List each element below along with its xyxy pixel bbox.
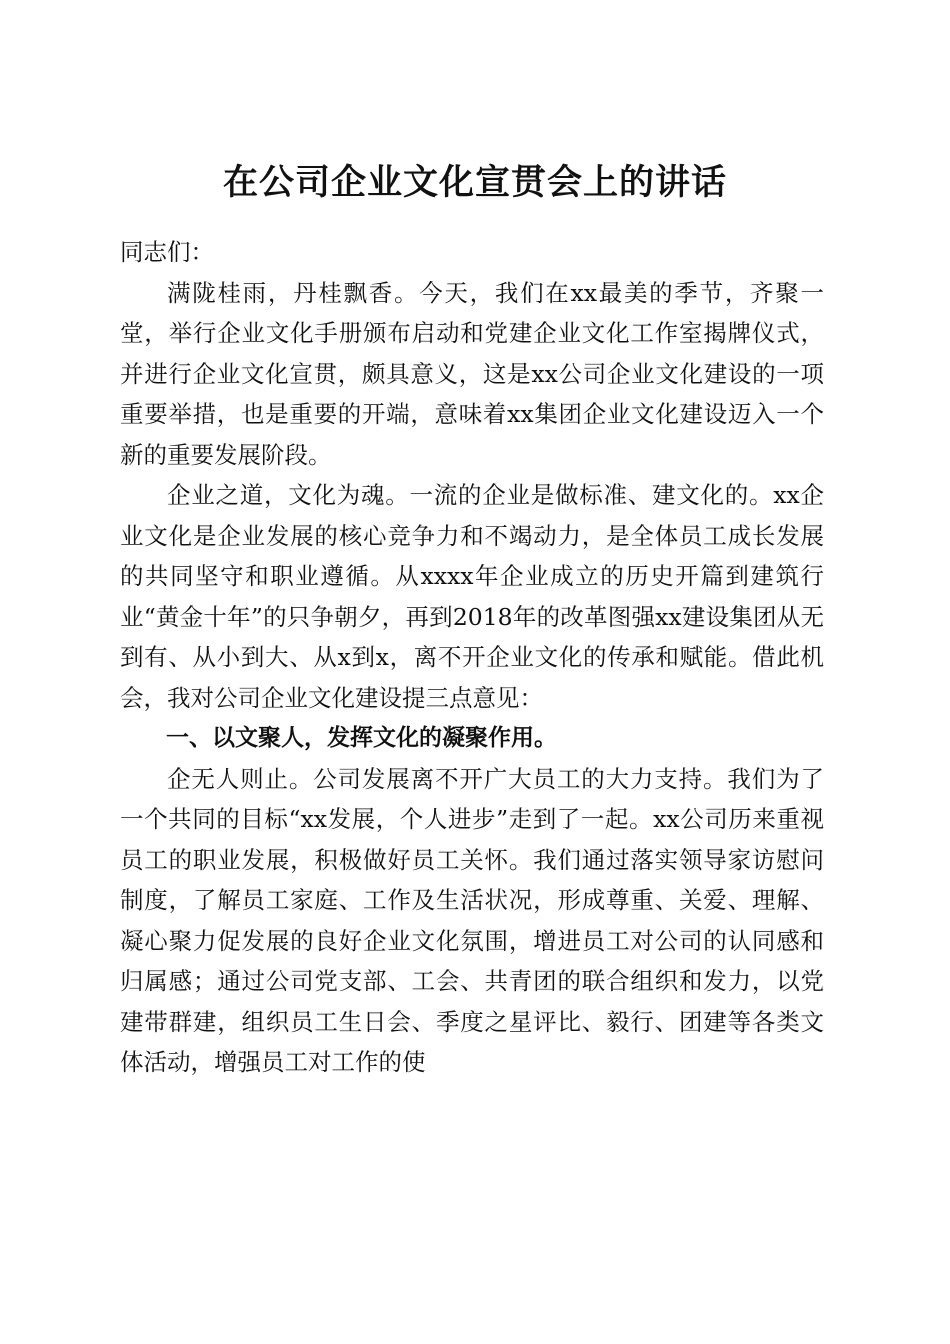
salutation: 同志们： <box>120 238 214 266</box>
paragraph-culture: 企业之道，文化为魂。一流的企业是做标准、建文化的。xx企业文化是企业发展的核心竞争力和不竭动力，是全体员工成长发展的共同坚守和职业遵循。从xxxx年企业成立的历史开篇到建筑行业“黄金十年”的只争朝夕，再到2018年的改革图强xx建设集团从无到有、从小到大、从x到x，离不开企业文化的传承和赋能。借此机会，我对公司企业文化建设提三点意见： <box>120 481 824 712</box>
section-paragraph: 企无人则止。公司发展离不开广大员工的大力支持。我们为了一个共同的目标“xx发展，个人进步”走到了一起。xx公司历来重视员工的职业发展，积极做好员工关怀。我们通过落实领导家访慰问制度，了解员工家庭、工作及生活状况，形成尊重、关爱、理解、凝心聚力促发展的良好企业文化氛围，增进员工对公司的认同感和归属感；通过公司党支部、工会、共青团的联合组织和发力，以党建带群建，组织员工生日会、季度之星评比、毅行、团建等各类文体活动，增强员工对工作的使 <box>120 764 824 1076</box>
document-title: 在公司企业文化宣贯会上的讲话 <box>222 162 727 204</box>
paragraph-opening: 满陇桂雨，丹桂飘香。今天，我们在xx最美的季节，齐聚一堂，举行企业文化手册颁布启动和党建企业文化工作室揭牌仪式，并进行企业文化宣贯，颇具意义，这是xx公司企业文化建设的一项重要举措，也是重要的开端，意味着xx集团企业文化建设迈入一个新的重要发展阶段。 <box>120 278 824 469</box>
document-body <box>120 232 824 1083</box>
section-heading: 一、以文聚人，发挥文化的凝聚作用。 <box>166 725 557 751</box>
